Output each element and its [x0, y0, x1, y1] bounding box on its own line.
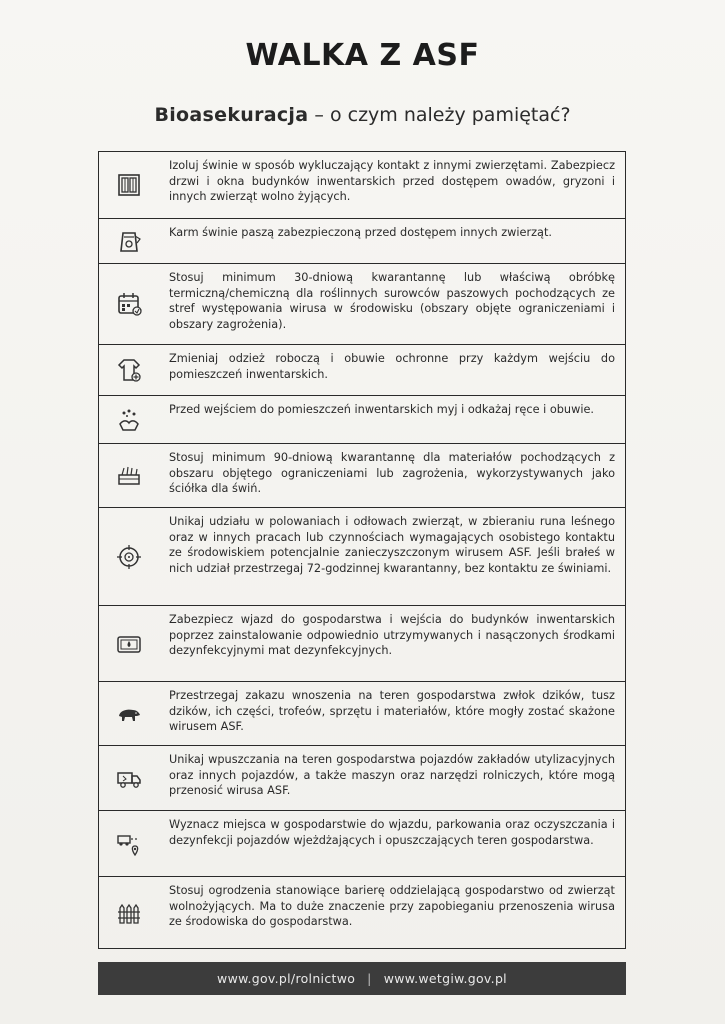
- rule-text: Stosuj ogrodzenia stanowiące barierę oddzielającą gospodarstwo od zwierząt wolnożyjących. Ma to duże znaczenie przy zapobieganiu przenoszenia wirusa ze środowiska do gospodarstwa.: [169, 884, 615, 928]
- target-icon: [99, 508, 159, 605]
- truck-icon: [99, 746, 159, 810]
- page-subtitle: [0, 104, 725, 126]
- rule-text: Izoluj świnie w sposób wykluczający kontakt z innymi zwierzętami. Zabezpiecz drzwi i okna budynków inwentarskich przed dostępem owadów, gryzoni i innych zwierząt wolno żyjących.: [169, 159, 615, 203]
- boar-icon: [99, 682, 159, 745]
- rules-table: [98, 151, 626, 949]
- rule-text: Wyznacz miejsca w gospodarstwie do wjazdu, parkowania oraz oczyszczania i dezynfekcji pojazdów wjeżdżających i opuszczających teren gospodarstwa.: [169, 818, 615, 847]
- rule-row: [99, 811, 625, 877]
- rule-text: Unikaj wpuszczania na teren gospodarstwa pojazdów zakładów utylizacyjnych oraz innych pojazdów, a także maszyn oraz narzędzi rolniczych, które mogą przenosić wirusa ASF.: [169, 753, 615, 797]
- rule-row: [99, 746, 625, 811]
- rule-row: [99, 219, 625, 264]
- rule-row: [99, 508, 625, 606]
- clothing-icon: [99, 345, 159, 395]
- calendar-icon: [99, 264, 159, 344]
- rule-text: Stosuj minimum 90-dniową kwarantannę dla materiałów pochodzących z obszaru objętego ograniczeniami lub zagrożenia, wykorzystywanych jako ściółka dla świń.: [169, 451, 615, 495]
- footer-bar: [98, 962, 626, 995]
- parking-icon: [99, 811, 159, 876]
- fence-icon: [99, 877, 159, 948]
- feed-bag-icon: [99, 219, 159, 263]
- rule-row: [99, 396, 625, 444]
- rule-row: [99, 444, 625, 508]
- door-window-icon: [99, 152, 159, 218]
- rule-text: Zmieniaj odzież roboczą i obuwie ochronne przy każdym wejściu do pomieszczeń inwentarskich.: [169, 352, 615, 381]
- footer-link-wetgiw[interactable]: www.wetgiw.gov.pl: [383, 971, 507, 986]
- straw-icon: [99, 444, 159, 507]
- rule-row: [99, 877, 625, 948]
- mat-icon: [99, 606, 159, 681]
- page-title: WALKA Z ASF: [245, 38, 480, 73]
- rule-text: Unikaj udziału w polowaniach i odłowach zwierząt, w zbieraniu runa leśnego oraz w innych pracach lub czynnościach wymagających osobistego kontaktu ze środowiskiem potencjalnie zanieczyszczonym wirusem ASF. Jeśli brałeś w nich udział przestrzegaj 72-godzinnej kwarantanny, bez kontaktu ze świniami.: [169, 515, 615, 575]
- rule-row: [99, 345, 625, 396]
- footer-link-rolnictwo[interactable]: www.gov.pl/rolnictwo: [217, 971, 356, 986]
- rule-text: Przed wejściem do pomieszczeń inwentarskich myj i odkażaj ręce i obuwie.: [169, 403, 595, 416]
- subtitle-rest: – o czym należy pamiętać?: [308, 104, 571, 126]
- rule-row: [99, 682, 625, 746]
- rule-row: [99, 152, 625, 219]
- rule-row: [99, 606, 625, 682]
- rule-text: Przestrzegaj zakazu wnoszenia na teren gospodarstwa zwłok dzików, tusz dzików, ich części, trofeów, sprzętu i materiałów, które mogły zostać skażone wirusem ASF.: [169, 689, 615, 733]
- rule-text: Stosuj minimum 30-dniową kwarantannę lub właściwą obróbkę termiczną/chemiczną dla roślinnych surowców paszowych pochodzących ze stref występowania wirusa w środowisku (obszary objęte ograniczeniami i obszary zagrożenia).: [169, 271, 615, 331]
- rule-text: Zabezpiecz wjazd do gospodarstwa i wejścia do budynków inwentarskich poprzez zainstalowanie odpowiednio utrzymywanych i nasączonych środkami dezynfekcyjnymi mat dezynfekcyjnych.: [169, 613, 615, 657]
- hand-wash-icon: [99, 396, 159, 443]
- subtitle-keyword: Bioasekuracja: [154, 104, 309, 126]
- rule-text: Karm świnie paszą zabezpieczoną przed dostępem innych zwierząt.: [169, 226, 552, 239]
- footer-separator: |: [367, 971, 372, 986]
- rule-row: [99, 264, 625, 345]
